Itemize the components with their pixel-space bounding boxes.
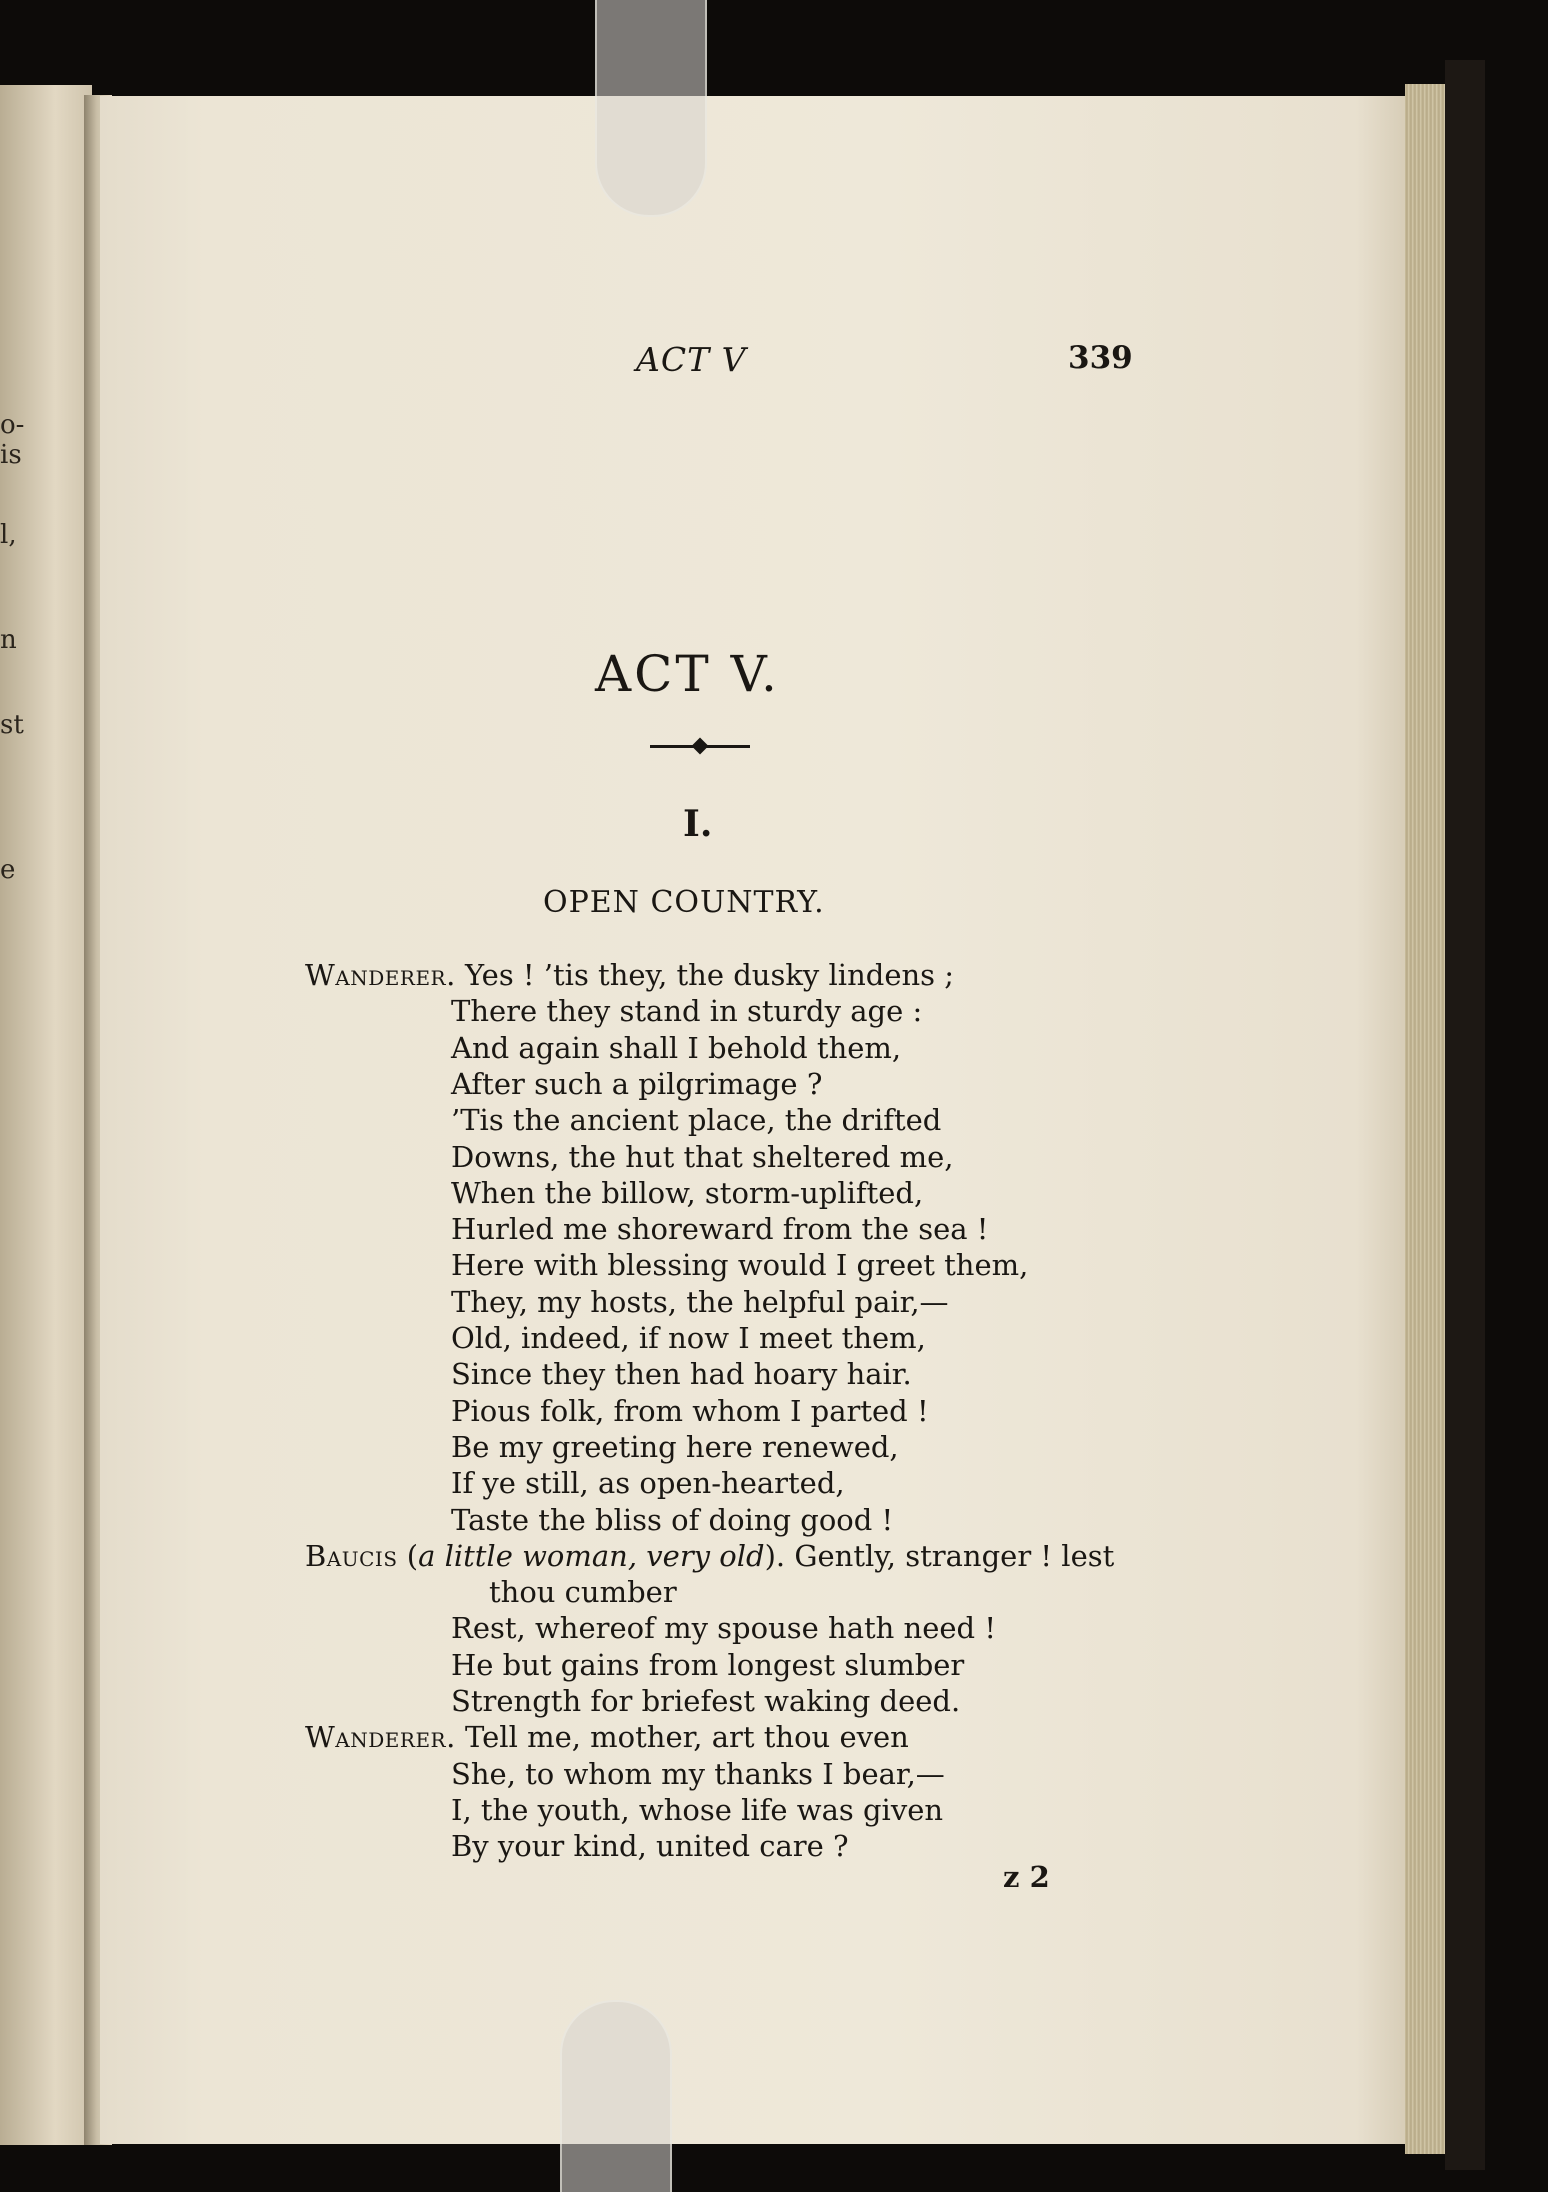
verse-line <box>451 1285 949 1319</box>
left-page-fragment: l, <box>0 520 17 550</box>
verse-line <box>451 1466 845 1500</box>
speech-line: Baucis (a little woman, very old). Gently, stranger ! lest <box>305 1538 1115 1573</box>
page-clip-top <box>595 0 707 217</box>
running-head: ACT V <box>636 340 747 379</box>
speech-line <box>305 1720 909 1754</box>
line-text: Here with blessing would I greet them, <box>451 1248 1029 1283</box>
line-text: Be my greeting here renewed, <box>451 1429 899 1464</box>
speaker-name: Wanderer. <box>305 958 456 992</box>
page-clip-bottom <box>560 2000 672 2192</box>
verse-line <box>451 1684 960 1718</box>
left-page-fragment: is <box>0 440 22 470</box>
line-text: Strength for briefest waking deed. <box>451 1684 961 1718</box>
line-text: They, my hosts, the helpful pair,— <box>451 1284 949 1319</box>
left-page-fragment: st <box>0 710 24 740</box>
line-text: Hurled me shoreward from the sea ! <box>451 1212 989 1247</box>
line-text: Since they then had hoary hair. <box>451 1357 912 1392</box>
left-page-fragment: n <box>0 625 17 655</box>
left-page-fragment: e <box>0 855 16 885</box>
page-fore-edge <box>1405 84 1447 2154</box>
verse-line <box>451 1793 943 1827</box>
left-page-fragment: o- <box>0 410 25 440</box>
speaker-name: Wanderer. <box>305 1720 456 1755</box>
verse-line <box>451 1176 923 1210</box>
speaker-name: Baucis <box>305 1538 398 1573</box>
line-text: And again shall I behold them, <box>451 1030 902 1065</box>
verse-line <box>451 1503 893 1537</box>
line-text: thou cumber <box>489 1575 677 1610</box>
line-text: Taste the bliss of doing good ! <box>451 1502 894 1537</box>
verse-line <box>489 1575 677 1609</box>
stage-direction: a little woman, very old <box>418 1538 765 1573</box>
verse-line <box>451 1430 899 1464</box>
line-text: I, the youth, whose life was given <box>451 1792 944 1827</box>
scene-number: I. <box>683 803 713 845</box>
line-text: Rest, whereof my spouse hath need ! <box>451 1611 996 1646</box>
line-text: Yes ! ’tis they, the dusky lindens ; <box>465 958 955 992</box>
line-text: ’Tis the ancient place, the drifted <box>451 1103 942 1138</box>
speech-line <box>305 958 954 992</box>
line-text: Old, indeed, if now I meet them, <box>451 1321 926 1355</box>
verse-line <box>451 1248 1028 1282</box>
line-text: Tell me, mother, art thou even <box>465 1720 909 1755</box>
page-number: 339 <box>1068 340 1133 376</box>
verse-line <box>451 1140 953 1174</box>
book-cover-edge <box>1445 60 1485 2170</box>
left-page-edge <box>0 85 92 2145</box>
verse-line <box>451 1031 901 1065</box>
line-text: By your kind, united care ? <box>451 1829 849 1864</box>
line-text: She, to whom my thanks I bear,— <box>451 1756 945 1791</box>
verse-line <box>451 994 922 1028</box>
verse-line <box>451 1648 964 1682</box>
verse-line <box>451 1212 988 1246</box>
line-text: When the billow, storm-uplifted, <box>451 1175 924 1210</box>
verse-line <box>451 1829 849 1863</box>
verse-line <box>451 1103 941 1137</box>
verse-line <box>451 1321 926 1355</box>
verse-line <box>451 1067 822 1101</box>
scene-title: OPEN COUNTRY. <box>543 885 825 920</box>
act-title: ACT V. <box>595 645 780 703</box>
line-text: He but gains from longest slumber <box>451 1647 965 1682</box>
signature-mark: z 2 <box>1003 1860 1050 1894</box>
verse-line <box>451 1357 912 1391</box>
verse-line <box>451 1611 996 1645</box>
verse-line <box>451 1394 929 1428</box>
line-text: Downs, the hut that sheltered me, <box>451 1139 954 1174</box>
line-text: Pious folk, from whom I parted ! <box>451 1393 929 1428</box>
line-text: After such a pilgrimage ? <box>451 1066 823 1101</box>
line-text: Gently, stranger ! lest <box>794 1538 1115 1573</box>
line-text: If ye still, as open-hearted, <box>451 1466 845 1501</box>
line-text: There they stand in sturdy age : <box>451 994 923 1029</box>
verse-line <box>451 1757 945 1791</box>
